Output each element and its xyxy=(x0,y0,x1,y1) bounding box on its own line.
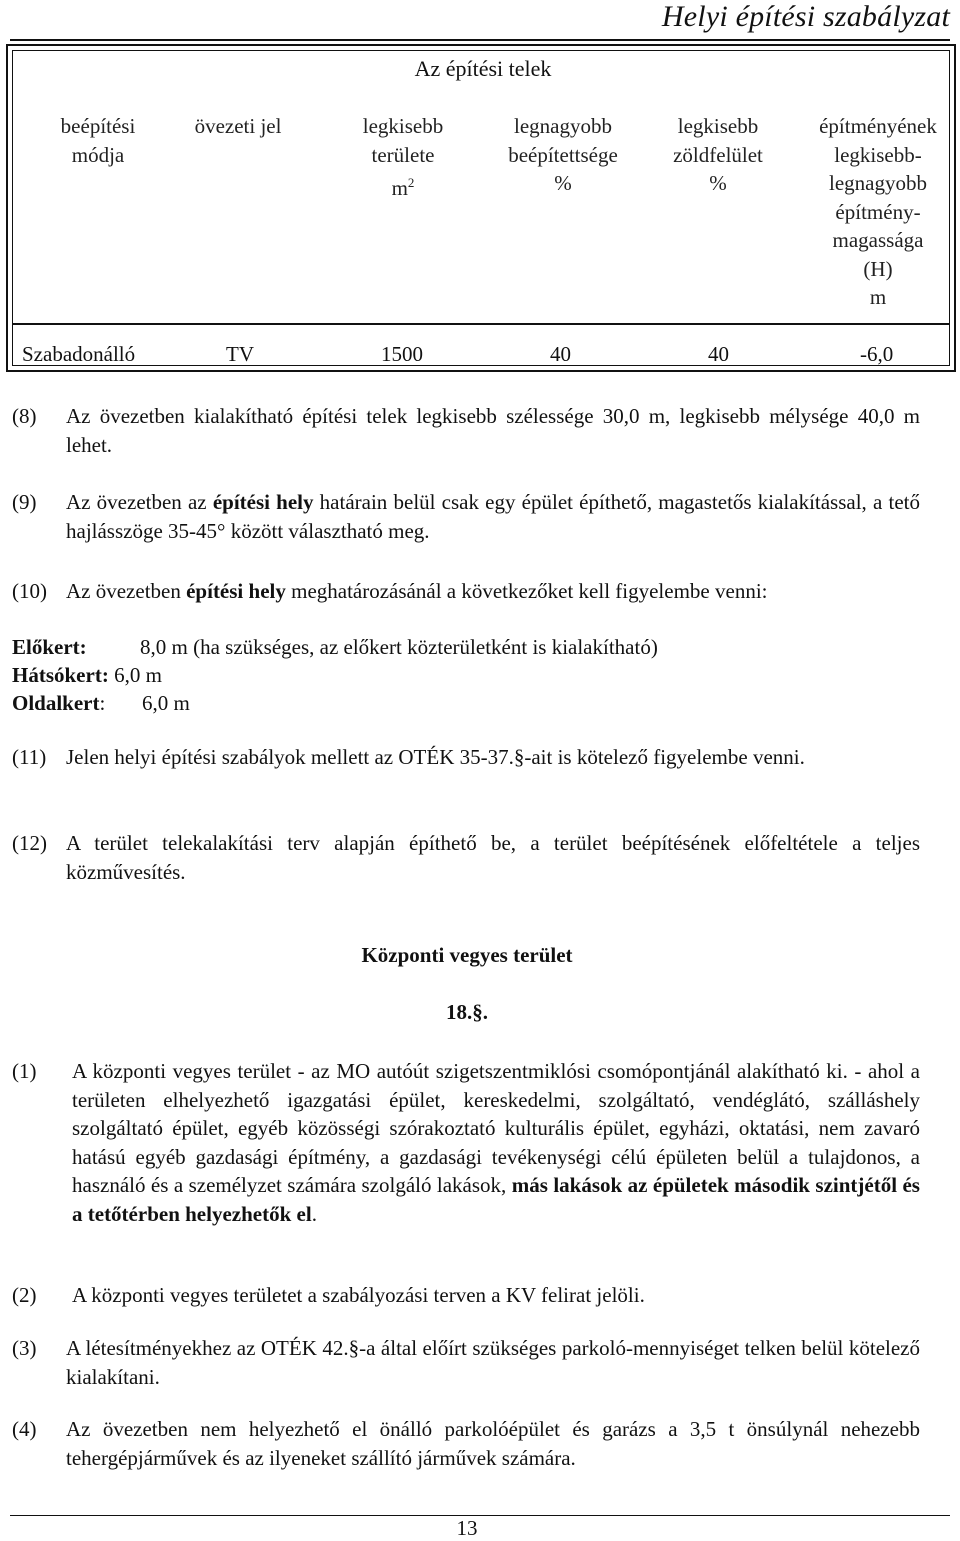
yard-front: Előkert: 8,0 m (ha szükséges, az előkert közterületként is kialakítható) xyxy=(12,635,658,659)
header-rule xyxy=(10,39,950,41)
cell-zone-code: TV xyxy=(226,342,254,366)
section-18-paragraph-2: (2) A központi vegyes területet a szabályozási terven a KV felirat jelöli. xyxy=(12,1283,645,1307)
section-18-paragraph-1: (1) A központi vegyes terület - az MO autóút szigetszentmiklósi csomópontjánál alakítható ki. - ahol a területen elhelyezhető igazgatási épület, kereskedelmi, szolgáltató, vendéglátó, szálláshely szolgáltató épület, egyéb közösségi szórakoztató kulturális épület, egyházi, oktatási, nem zavaró hatású egyéb gazdasági építmény, a gazdasági tevékenységi célú épületen belül a tulajdonos, a használó és a személyzet számára szolgáló lakások, más lakások az épületek második szintjétől és a tetőtérben helyezhetők el. xyxy=(12,1059,920,1226)
header-min-green: legkisebb zöldfelület % xyxy=(673,114,763,195)
page-number: 13 xyxy=(456,1516,478,1540)
paragraph-11: (11) Jelen helyi építési szabályok mellett az OTÉK 35-37.§-ait is kötelező figyelembe venni. xyxy=(12,745,805,769)
yard-side: Oldalkert: 6,0 m xyxy=(12,691,190,715)
cell-building-mode: Szabadonálló xyxy=(22,342,136,366)
header-zone-code: övezeti jel xyxy=(194,114,282,138)
section-number: 18.§. xyxy=(446,1000,488,1024)
cell-min-area: 1500 xyxy=(381,342,423,366)
section-18-paragraph-3: (3) A létesítményekhez az OTÉK 42.§-a által előírt szükséges parkoló-mennyiséget telken belül kötelező kialakítani. xyxy=(12,1336,920,1389)
section-title: Központi vegyes terület xyxy=(361,943,573,967)
yard-rear: Hátsókert: 6,0 m xyxy=(12,663,162,687)
header-building-height: építményének legkisebb- legnagyobb építmény- magassága (H) m xyxy=(819,114,937,309)
cell-min-green: 40 xyxy=(708,342,729,366)
paragraph-9: (9) Az övezetben az építési hely határain belül csak egy épület építhető, magastetős kialakítással, a tető hajlásszöge 35-45° között választható meg. xyxy=(12,490,920,543)
paragraph-8: (8) Az övezetben kialakítható építési telek legkisebb szélessége 30,0 m, legkisebb mélysége 40,0 m lehet. xyxy=(12,404,920,457)
paragraph-10: (10) Az övezetben építési hely meghatározásánál a következőket kell figyelembe venni: xyxy=(12,579,768,603)
header-min-area: legkisebb területe $m^2$ xyxy=(362,114,444,200)
document-title: Helyi építési szabályzat xyxy=(661,0,950,33)
header-max-coverage: legnagyobb beépítettsége % xyxy=(508,114,618,195)
paragraph-12: (12) A terület telekalakítási terv alapján építhető be, a terület beépítésének előfeltétele a teljes közművesítés. xyxy=(12,831,920,884)
header-building-mode: beépítési módja xyxy=(60,114,136,167)
table-caption: Az építési telek xyxy=(414,56,552,81)
table-row-separator xyxy=(12,323,950,325)
cell-max-coverage: 40 xyxy=(550,342,571,366)
section-18-paragraph-4: (4) Az övezetben nem helyezhető el önálló parkolóépület és garázs a 3,5 t önsúlynál nehezebb tehergépjárművek és az ilyeneket szállító járművek számára. xyxy=(12,1417,920,1470)
building-plot-table xyxy=(6,44,956,372)
cell-building-height: -6,0 xyxy=(860,342,894,366)
